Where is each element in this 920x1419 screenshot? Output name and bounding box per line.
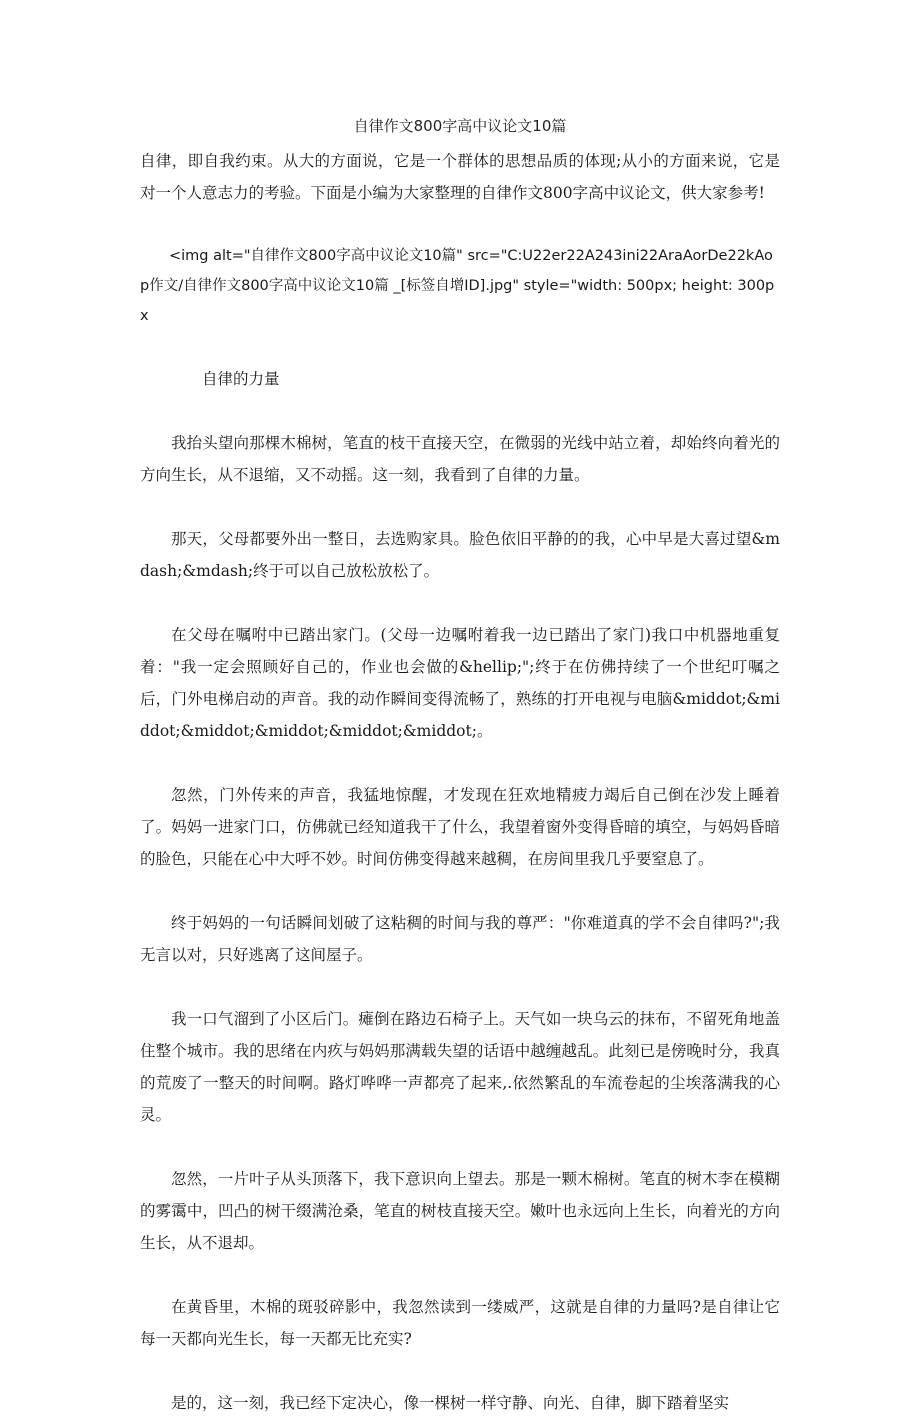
body-paragraph-8: 在黄昏里，木棉的斑驳碎影中，我忽然读到一缕威严，这就是自律的力量吗?是自律让它每一天都向光生长，每一天都无比充实?	[140, 1298, 780, 1348]
body-paragraph-7: 忽然，一片叶子从头顶落下，我下意识向上望去。那是一颗木棉树。笔直的树木李在模糊的雾霭中，凹凸的树干缀满沧桑，笔直的树枝直接天空。嫩叶也永远向上生长，向着光的方向生长，从不退却。	[140, 1170, 780, 1252]
section-heading: 自律的力量	[202, 370, 280, 388]
body-paragraph-5: 终于妈妈的一句话瞬间划破了这粘稠的时间与我的尊严："你难道真的学不会自律吗?";我无言以对，只好逃离了这间屋子。	[140, 914, 780, 964]
body-paragraph-4: 忽然，门外传来的声音，我猛地惊醒，才发现在狂欢地精疲力竭后自己倒在沙发上睡着了。妈妈一进家门口，仿佛就已经知道我干了什么，我望着窗外变得昏暗的填空，与妈妈昏暗的脸色，只能在心中大呼不妙。时间仿佛变得越来越稠，在房间里我几乎要窒息了。	[140, 786, 780, 868]
body-paragraph-2: 那天，父母都要外出一整日，去选购家具。脸色依旧平静的的我，心中早是大喜过望&mdash;&mdash;终于可以自己放松放松了。	[140, 530, 780, 580]
document-title: 自律作文800字高中议论文10篇	[353, 117, 567, 135]
body-paragraph-9: 是的，这一刻，我已经下定决心，像一棵树一样守静、向光、自律，脚下踏着坚实	[171, 1394, 730, 1412]
body-paragraph-1: 我抬头望向那棵木棉树，笔直的枝干直接天空，在微弱的光线中站立着，却始终向着光的方向生长，从不退缩，又不动摇。这一刻，我看到了自律的力量。	[140, 434, 780, 484]
intro-paragraph: 自律，即自我约束。从大的方面说，它是一个群体的思想品质的体现;从小的方面来说，它是对一个人意志力的考验。下面是小编为大家整理的自律作文800字高中议论文，供大家参考!	[140, 152, 780, 202]
body-paragraph-3: 在父母在嘱咐中已踏出家门。(父母一边嘱咐着我一边已踏出了家门)我口中机器地重复着："我一定会照顾好自己的，作业也会做的&hellip;";终于在仿佛持续了一个世纪叮嘱之后，门外电梯启动的声音。我的动作瞬间变得流畅了，熟练的打开电视与电脑&middot;&middot;&middot;&middot;&middot;&middot;。	[140, 626, 780, 740]
document-body	[140, 145, 780, 1419]
body-paragraph-6: 我一口气溜到了小区后门。瘫倒在路边石椅子上。天气如一块乌云的抹布，不留死角地盖住整个城市。我的思绪在内疚与妈妈那满载失望的话语中越缠越乱。此刻已是傍晚时分，我真的荒废了一整天的时间啊。路灯哗哗一声都亮了起来,.依然繁乱的车流卷起的尘埃落满我的心灵。	[140, 1010, 780, 1124]
image-markup-text: <img alt="自律作文800字高中议论文10篇" src="C:U22er22A243ini22AraAorDe22kAop作文/自律作文800字高中议论文10篇 _[标签自增ID].jpg" style="width: 500px; height: 300px	[140, 248, 775, 324]
